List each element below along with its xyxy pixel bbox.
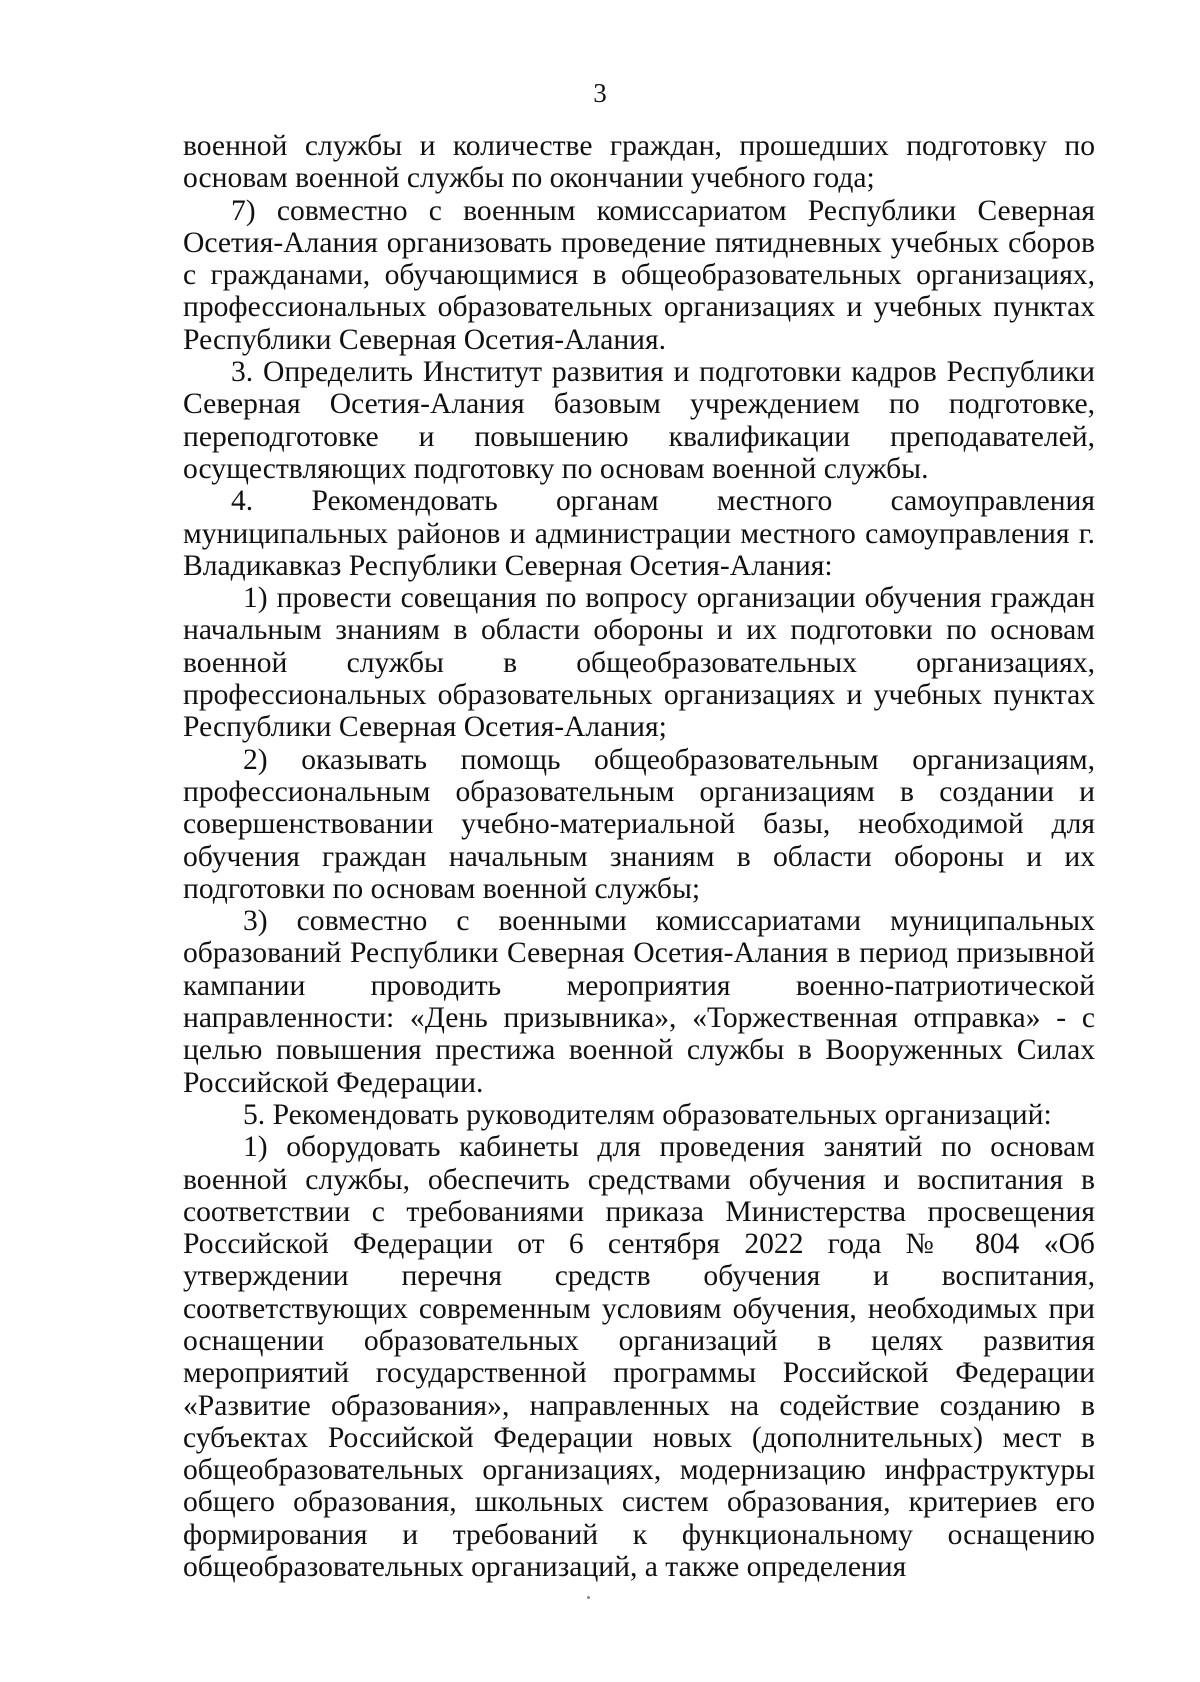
paragraph-section-4-item-2: 2) оказывать помощь общеобразовательным организациям, профессиональным образовательным организациям в создании и совершенствовании учебно-материальной базы, необходимой для обучения граждан начальным знаниям в области обороны и их подготовки по основам военной службы;: [183, 743, 1095, 905]
paragraph-section-5: 5. Рекомендовать руководителям образовательных организаций:: [243, 1098, 1052, 1131]
paragraph-section-4-item-3: 3) совместно с военными комиссариатами муниципальных образований Республики Северная Осетия-Алания в период призывной кампании проводить мероприятия военно-патриотической направленности: «День призывника», «Торжественная отправка» - с целью повышения престижа военной службы в Вооруженных Силах Российской Федерации.: [183, 905, 1095, 1099]
paragraph-section-3: 3. Определить Институт развития и подготовки кадров Республики Северная Осетия-Алания базовым учреждением по подготовке, переподготовке и повышению квалификации преподавателей, осуществляющих подготовку по основам военной службы.: [183, 356, 1095, 485]
paragraph-section-5-item-1: 1) оборудовать кабинеты для проведения занятий по основам военной службы, обеспечить средствами обучения и воспитания в соответствии с требованиями приказа Министерства просвещения Российской Федерации от 6 сентября 2022 года № 804 «Об утверждении перечня средств обучения и воспитания, соответствующих современным условиям обучения, необходимых при оснащении образовательных организаций в целях развития мероприятий государственной программы Российской Федерации «Развитие образования», направленных на содействие созданию в субъектах Российской Федерации новых (дополнительных) мест в общеобразовательных организациях, модернизацию инфраструктуры общего образования, школьных систем образования, критериев его формирования и требований к функциональному оснащению общеобразовательных организаций, а также определения: [183, 1131, 1095, 1584]
page-number: 3: [593, 78, 607, 108]
paragraph-section-4: 4. Рекомендовать органам местного самоуправления муниципальных районов и администрации местного самоуправления г. Владикавказ Республики Северная Осетия-Алания:: [183, 485, 1095, 582]
paragraph-section-4-item-1: 1) провести совещания по вопросу организации обучения граждан начальным знаниям в области обороны и их подготовки по основам военной службы в общеобразовательных организациях, профессиональных образовательных организациях и учебных пунктах Республики Северная Осетия-Алания;: [183, 582, 1095, 744]
paragraph-item-7: 7) совместно с военным комиссариатом Республики Северная Осетия-Алания организовать проведение пятидневных учебных сборов с гражданами, обучающимися в общеобразовательных организациях, профессиональных образовательных организациях и учебных пунктах Республики Северная Осетия-Алания.: [183, 194, 1095, 356]
paragraph-continuation: военной службы и количестве граждан, прошедших подготовку по основам военной службы по окончании учебного года;: [183, 130, 1095, 195]
document-body: [183, 130, 1095, 1583]
scan-artifact-dot: [587, 1596, 590, 1599]
